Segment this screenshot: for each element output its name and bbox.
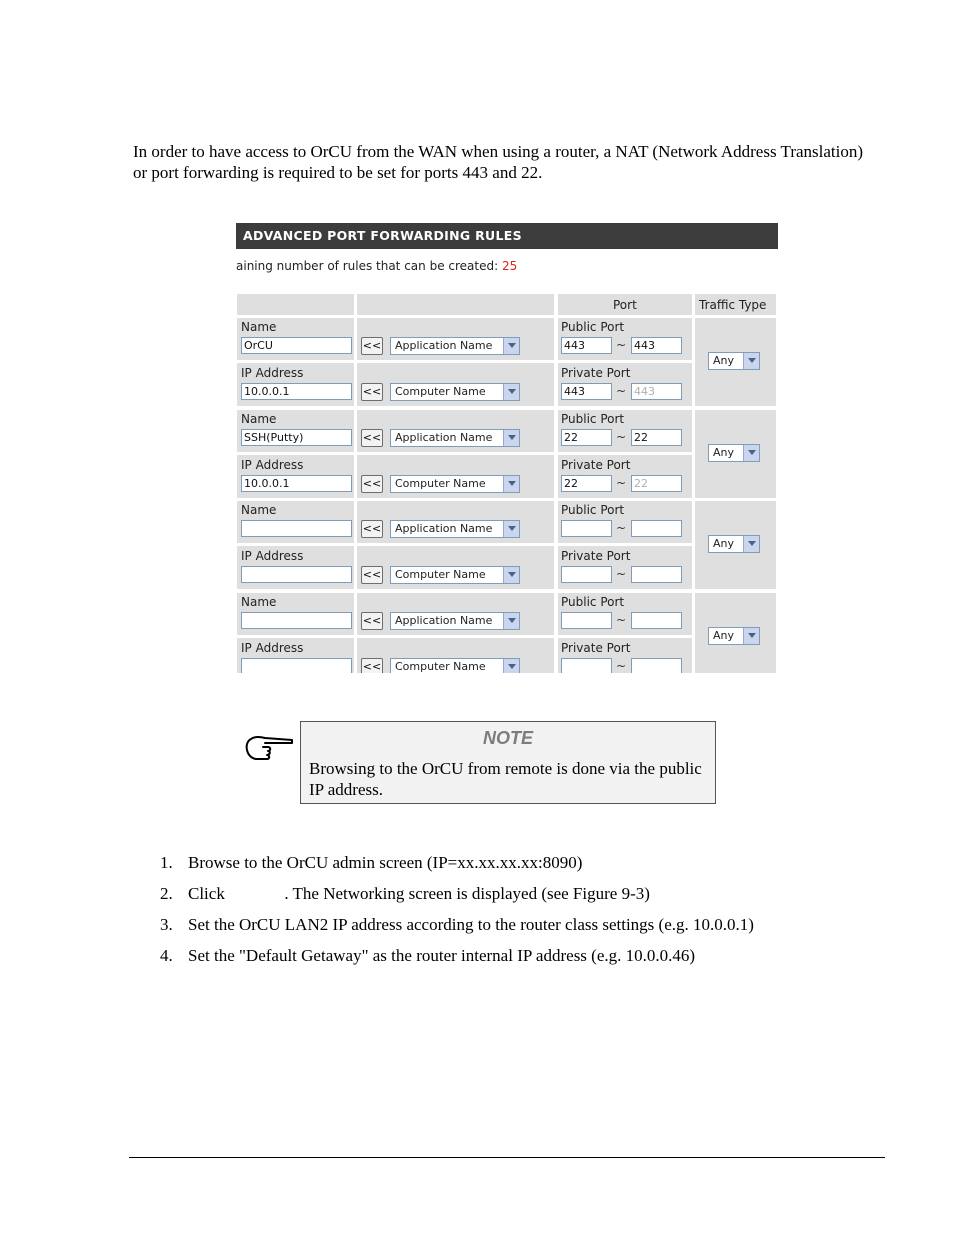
traffic-type-select[interactable]: Any (708, 444, 760, 462)
range-separator: ~ (616, 612, 627, 627)
rule-name-input[interactable]: SSH(Putty) (241, 429, 352, 446)
chevron-down-icon (503, 384, 519, 400)
range-separator: ~ (616, 521, 627, 535)
range-separator: ~ (616, 384, 627, 398)
rule-ip-input[interactable]: 10.0.0.1 (241, 475, 352, 492)
public-port-start-input[interactable] (561, 612, 612, 629)
application-name-select[interactable]: Application Name (390, 337, 520, 355)
public-port-label: Public Port (561, 594, 625, 609)
chevron-down-icon (743, 353, 759, 369)
ip-address-label: IP Address (241, 549, 304, 563)
application-name-select[interactable]: Application Name (390, 612, 520, 630)
note-title: NOTE (482, 728, 533, 748)
public-port-label: Public Port (561, 503, 625, 517)
public-port-start-input[interactable]: 22 (561, 429, 612, 446)
copy-app-name-button[interactable]: << (361, 429, 383, 447)
application-name-select[interactable]: Application Name (390, 520, 520, 538)
private-port-end-input: 22 (631, 475, 682, 492)
copy-app-name-button[interactable]: << (361, 520, 383, 538)
private-port-start-input[interactable] (561, 658, 612, 674)
computer-name-select[interactable]: Computer Name (390, 475, 520, 493)
private-port-end-input (631, 566, 682, 583)
traffic-type-select[interactable]: Any (708, 535, 760, 553)
rule-name-input[interactable]: OrCU (241, 337, 352, 354)
chevron-down-icon (743, 628, 759, 644)
name-label: Name (241, 503, 277, 517)
step-item: 2. Click . The Networking screen is displayed (see Figure 9-3) (160, 884, 650, 903)
traffic-type-select[interactable]: Any (708, 627, 760, 645)
step-item: 4. Set the "Default Getaway" as the router internal IP address (e.g. 10.0.0.46) (160, 946, 696, 965)
chevron-down-icon (503, 476, 519, 492)
public-port-start-input[interactable]: 443 (561, 337, 612, 354)
computer-name-select[interactable]: Computer Name (390, 383, 520, 401)
chevron-down-icon (503, 521, 519, 537)
public-port-start-input[interactable] (561, 520, 612, 537)
traffic-type-header: Traffic Type (699, 298, 767, 312)
note-box (300, 721, 716, 804)
name-label: Name (241, 594, 277, 609)
rule-ip-input[interactable] (241, 658, 352, 674)
step-item: 1. Browse to the OrCU admin screen (IP=xx.xx.xx.xx:8090) (160, 853, 583, 872)
note-text: Browsing to the OrCU from remote is done via the public IP address. (309, 759, 702, 799)
private-port-start-input[interactable]: 443 (561, 383, 612, 400)
range-separator: ~ (616, 658, 627, 673)
public-port-end-input[interactable] (631, 520, 682, 537)
rule-ip-input[interactable]: 10.0.0.1 (241, 383, 352, 400)
chevron-down-icon (503, 567, 519, 583)
private-port-end-input: 443 (631, 383, 682, 400)
computer-name-select[interactable]: Computer Name (390, 566, 520, 584)
steps-list (160, 851, 754, 975)
application-name-select[interactable]: Application Name (390, 429, 520, 447)
ip-address-label: IP Address (241, 366, 304, 380)
public-port-label: Public Port (561, 411, 625, 426)
chevron-down-icon (503, 613, 519, 629)
rule-name-input[interactable] (241, 612, 352, 629)
private-port-start-input[interactable]: 22 (561, 475, 612, 492)
port-header: Port (613, 298, 637, 312)
chevron-down-icon (503, 430, 519, 446)
computer-name-select[interactable]: Computer Name (390, 658, 520, 674)
private-port-label: Private Port (561, 640, 631, 655)
private-port-label: Private Port (561, 457, 631, 472)
private-port-label: Private Port (561, 549, 631, 563)
public-port-end-input[interactable]: 22 (631, 429, 682, 446)
chevron-down-icon (743, 445, 759, 461)
copy-app-name-button[interactable]: << (361, 337, 383, 355)
copy-computer-name-button[interactable]: << (361, 566, 383, 584)
remaining-rules-count: 25 (501, 259, 518, 273)
public-port-label: Public Port (561, 320, 625, 334)
name-label: Name (241, 320, 277, 334)
chevron-down-icon (743, 536, 759, 552)
copy-app-name-button[interactable]: << (361, 612, 383, 630)
range-separator: ~ (616, 338, 627, 352)
remaining-rules-text: aining number of rules that can be created: 25 (236, 259, 518, 273)
copy-computer-name-button[interactable]: << (361, 475, 383, 493)
chevron-down-icon (503, 338, 519, 354)
ip-address-label: IP Address (241, 640, 304, 655)
rule-name-input[interactable] (241, 520, 352, 537)
footer-divider (129, 1157, 885, 1158)
private-port-start-input[interactable] (561, 566, 612, 583)
header-cell-name (237, 294, 354, 315)
range-separator: ~ (616, 567, 627, 581)
public-port-end-input[interactable] (631, 612, 682, 629)
step-item: 3. Set the OrCU LAN2 IP address according to the router class settings (e.g. 10.0.0.1) (160, 915, 754, 934)
port-forwarding-screenshot (236, 223, 778, 673)
traffic-type-select[interactable]: Any (708, 352, 760, 370)
copy-computer-name-button[interactable]: << (361, 658, 383, 674)
intro-paragraph: In order to have access to OrCU from the WAN when using a router, a NAT (Network Address Translation) or port forwarding is required to be set for ports 443 and 22. (133, 142, 864, 182)
chevron-down-icon (503, 659, 519, 674)
name-label: Name (241, 411, 277, 426)
copy-computer-name-button[interactable]: << (361, 383, 383, 401)
rule-ip-input[interactable] (241, 566, 352, 583)
range-separator: ~ (616, 429, 627, 444)
rules-title-bar: ADVANCED PORT FORWARDING RULES (236, 223, 778, 249)
pointing-hand-icon (243, 733, 295, 763)
header-cell-app (357, 294, 554, 315)
ip-address-label: IP Address (241, 457, 304, 472)
public-port-end-input[interactable]: 443 (631, 337, 682, 354)
range-separator: ~ (616, 475, 627, 490)
private-port-end-input (631, 658, 682, 674)
private-port-label: Private Port (561, 366, 631, 380)
